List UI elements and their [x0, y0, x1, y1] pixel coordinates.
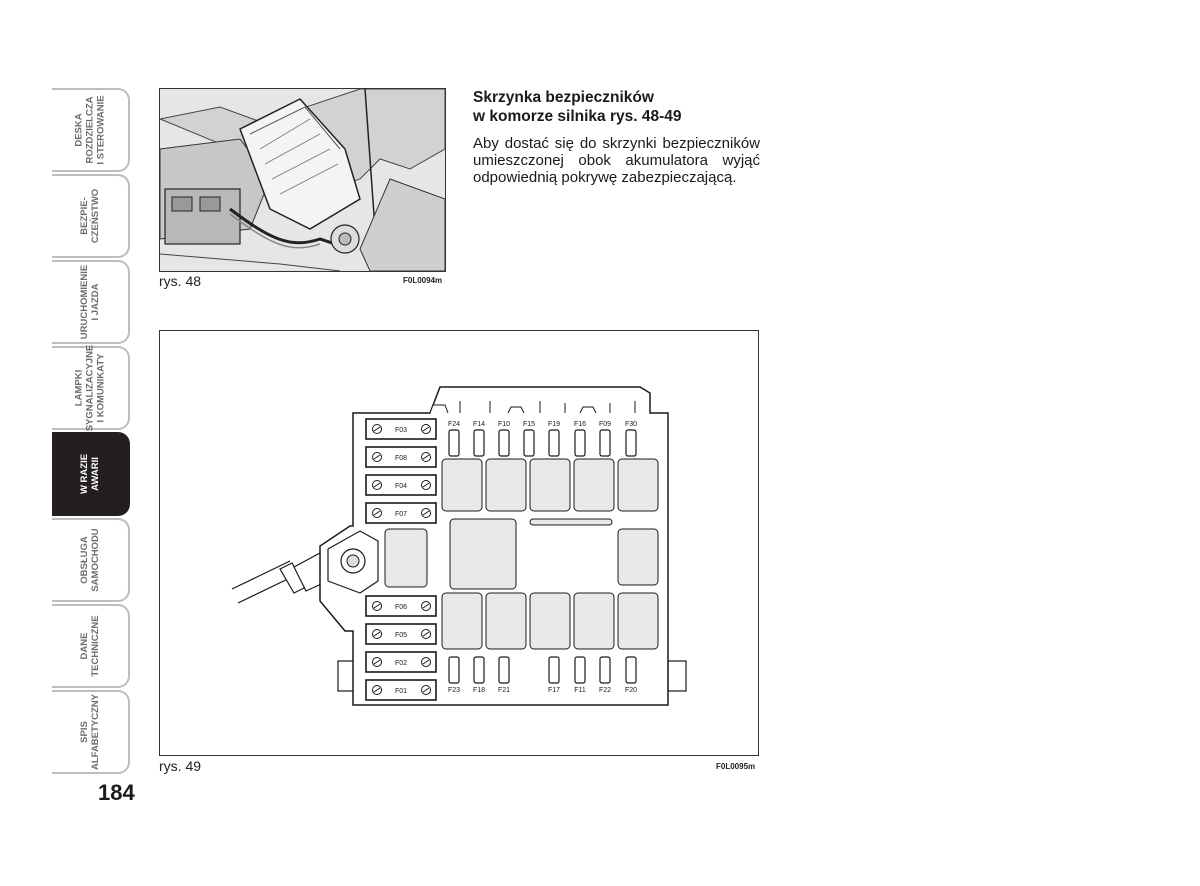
svg-text:F02: F02	[394, 660, 408, 667]
figure-48-engine-bay	[159, 88, 446, 272]
svg-text:F05: F05	[394, 632, 408, 639]
tab-deska[interactable]	[52, 88, 130, 172]
svg-text:F08: F08	[394, 455, 408, 462]
heading-line-2: w komorze silnika rys. 48-49	[473, 108, 682, 125]
svg-text:F22: F22	[598, 687, 612, 694]
svg-text:F21: F21	[497, 687, 511, 694]
fuse-f04	[366, 475, 436, 495]
fuse-f17	[548, 657, 560, 694]
fuse-box-diagram	[160, 331, 758, 755]
tab-obsluga[interactable]	[52, 518, 130, 602]
fuse-f20	[625, 657, 637, 694]
fuse-f05	[366, 624, 436, 644]
section-heading	[473, 88, 773, 126]
svg-text:F03: F03	[394, 427, 408, 434]
figure-48-caption: rys. 48	[159, 273, 202, 289]
svg-text:F04: F04	[394, 483, 408, 490]
tab-w-razie-awarii[interactable]	[52, 432, 130, 516]
tab-label: W RAZIE AWARII	[79, 453, 101, 495]
svg-text:F30: F30	[624, 421, 638, 428]
svg-text:F14: F14	[472, 421, 486, 428]
tab-label: LAMPKI SYGNALIZACYJNE I KOMUNIKATY	[73, 344, 107, 432]
fuse-f06	[366, 596, 436, 616]
heading-line-1: Skrzynka bezpieczników	[473, 89, 654, 106]
fuse-f15	[523, 421, 535, 456]
figure-49-caption: rys. 49	[159, 758, 202, 774]
svg-text:F20: F20	[624, 687, 638, 694]
tab-label: SPIS ALFABETYCZNY	[79, 694, 101, 770]
fuse-f22	[599, 657, 611, 694]
chapter-tabs	[52, 88, 134, 776]
tab-spis[interactable]	[52, 690, 130, 774]
fuse-f30	[625, 421, 637, 456]
tab-label: DANE TECHNICZNE	[79, 615, 101, 677]
svg-text:F10: F10	[497, 421, 511, 428]
svg-text:F18: F18	[472, 687, 486, 694]
section-body: Aby dostać się do skrzynki bezpieczników umieszczonej obok akumulatora wyjąć odpowiednią pokrywę zabezpieczającą.	[473, 135, 760, 186]
svg-text:F24: F24	[447, 421, 461, 428]
svg-text:F07: F07	[394, 511, 408, 518]
fuse-f23	[448, 657, 460, 694]
fuse-f09	[599, 421, 611, 456]
figure-48-code: F0L0094m	[403, 276, 443, 285]
tab-label: BEZPIE- CZEŃSTWO	[79, 188, 101, 244]
fuse-f07	[366, 503, 436, 523]
figure-49-code: F0L0095m	[716, 762, 756, 771]
svg-text:F01: F01	[394, 688, 408, 695]
fuse-f10	[498, 421, 510, 456]
fuse-f16	[574, 421, 586, 456]
fuse-f02	[366, 652, 436, 672]
tab-dane[interactable]	[52, 604, 130, 688]
fuse-f14	[473, 421, 485, 456]
svg-text:F23: F23	[447, 687, 461, 694]
fuse-f11	[574, 657, 586, 694]
svg-text:F19: F19	[547, 421, 561, 428]
svg-text:F15: F15	[522, 421, 536, 428]
tab-label: URUCHOMIENIE I JAZDA	[79, 264, 101, 340]
fuse-f19	[548, 421, 560, 456]
page-number: 184	[98, 780, 135, 805]
tab-label: DESKA ROZDZIELCZA I STEROWANIE	[73, 95, 107, 165]
svg-text:F09: F09	[598, 421, 612, 428]
tab-label: OBSŁUGA SAMOCHODU	[79, 528, 101, 592]
engine-bay-illustration	[160, 89, 445, 271]
fuse-f21	[498, 657, 510, 694]
svg-text:F16: F16	[573, 421, 587, 428]
svg-text:F06: F06	[394, 604, 408, 611]
tab-bezpieczenstwo[interactable]	[52, 174, 130, 258]
fuse-f03	[366, 419, 436, 439]
figure-49-fuse-box	[159, 330, 759, 756]
fuse-f24	[448, 421, 460, 456]
fuse-f18	[473, 657, 485, 694]
svg-text:F17: F17	[547, 687, 561, 694]
tab-uruchomienie[interactable]	[52, 260, 130, 344]
fuse-f08	[366, 447, 436, 467]
svg-text:F11: F11	[574, 687, 586, 694]
tab-lampki[interactable]	[52, 346, 130, 430]
fuse-f01	[366, 680, 436, 700]
